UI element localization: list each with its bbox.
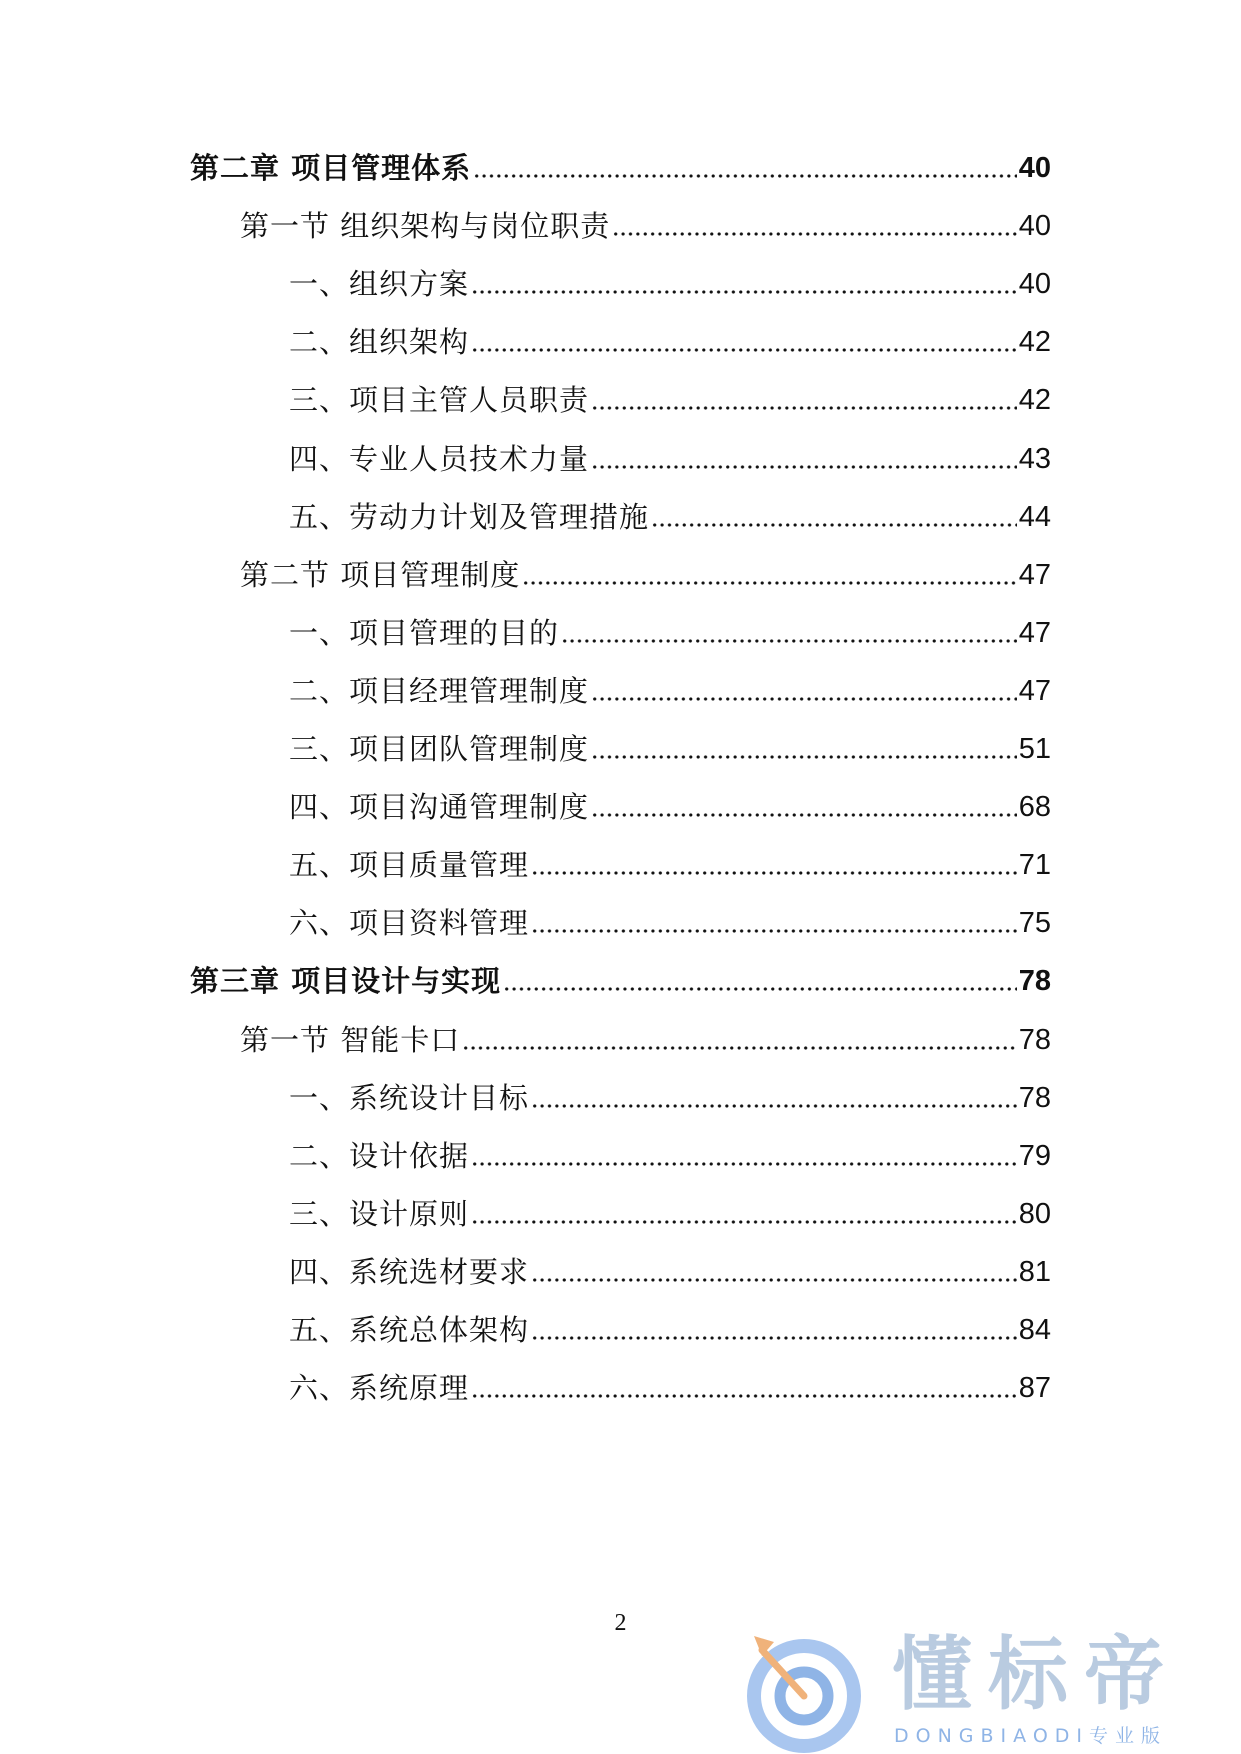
toc-entry-title: 四、专业人员技术力量 [289, 442, 590, 476]
toc-dot-leader [531, 928, 1017, 934]
toc-dot-leader [462, 1045, 1017, 1051]
toc-dot-leader [503, 986, 1017, 992]
toc-dot-leader [591, 696, 1017, 702]
toc-dot-leader [531, 1103, 1017, 1109]
toc-entry-page: 43 [1018, 443, 1051, 475]
toc-entry-page: 40 [1018, 210, 1051, 242]
toc-entry[interactable] [240, 1018, 1051, 1062]
toc-entry[interactable] [289, 1366, 1051, 1410]
toc-entry-page: 47 [1018, 617, 1051, 649]
toc-entry-title: 三、项目主管人员职责 [289, 383, 590, 417]
toc-dot-leader [471, 1393, 1017, 1399]
toc-entry[interactable] [289, 1076, 1051, 1120]
toc-entry-page: 78 [1018, 965, 1051, 997]
toc-dot-leader [531, 1277, 1017, 1283]
toc-entry-title: 第一节 智能卡口 [240, 1023, 461, 1057]
toc-entry-page: 75 [1018, 907, 1051, 939]
toc-entry[interactable] [289, 727, 1051, 771]
watermark-brand: 懂标帝 [892, 1628, 1180, 1721]
toc-entry-page: 79 [1018, 1140, 1051, 1172]
toc-entry-title: 第一节 组织架构与岗位职责 [240, 209, 611, 243]
toc-entry-title: 第二节 项目管理制度 [240, 558, 521, 592]
toc-entry-title: 三、项目团队管理制度 [289, 732, 590, 766]
toc-entry-title: 四、系统选材要求 [289, 1255, 530, 1289]
toc-dot-leader [471, 1161, 1017, 1167]
toc-entry[interactable] [240, 553, 1051, 597]
toc-entry-title: 一、组织方案 [289, 267, 470, 301]
page-number: 2 [614, 1610, 627, 1636]
toc-dot-leader [591, 405, 1017, 411]
toc-entry[interactable] [289, 1192, 1051, 1236]
toc-entry[interactable] [289, 843, 1051, 887]
toc-dot-leader [473, 173, 1017, 179]
toc-entry-title: 一、系统设计目标 [289, 1081, 530, 1115]
toc-entry[interactable] [289, 1250, 1051, 1294]
toc-entry-title: 一、项目管理的目的 [289, 616, 560, 650]
toc-dot-leader [522, 580, 1017, 586]
toc-entry-page: 87 [1018, 1372, 1051, 1404]
toc-entry-title: 第三章 项目设计与实现 [190, 964, 502, 998]
toc-entry-title: 第二章 项目管理体系 [190, 151, 472, 185]
toc-entry-page: 68 [1018, 791, 1051, 823]
toc-entry-title: 三、设计原则 [289, 1197, 470, 1231]
toc-dot-leader [651, 522, 1017, 528]
toc-dot-leader [591, 754, 1017, 760]
toc-dot-leader [561, 638, 1017, 644]
toc-entry-title: 五、项目质量管理 [289, 848, 530, 882]
toc-entry-page: 40 [1018, 152, 1051, 184]
toc-dot-leader [612, 231, 1017, 237]
toc-dot-leader [471, 1219, 1017, 1225]
toc-entry[interactable] [289, 785, 1051, 829]
toc-entry-title: 二、项目经理管理制度 [289, 674, 590, 708]
toc-entry[interactable] [289, 901, 1051, 945]
toc-entry-page: 40 [1018, 268, 1051, 300]
toc-entry-title: 六、项目资料管理 [289, 906, 530, 940]
toc-entry[interactable] [289, 669, 1051, 713]
toc-entry-page: 42 [1018, 326, 1051, 358]
toc-entry[interactable] [289, 320, 1051, 364]
toc-entry-page: 78 [1018, 1024, 1051, 1056]
toc-entry-page: 42 [1018, 384, 1051, 416]
toc-entry-page: 44 [1018, 501, 1051, 533]
toc-entry-title: 四、项目沟通管理制度 [289, 790, 590, 824]
toc-entry-page: 84 [1018, 1314, 1051, 1346]
toc-entry[interactable] [289, 611, 1051, 655]
toc-entry-title: 二、组织架构 [289, 325, 470, 359]
toc-entry-title: 二、设计依据 [289, 1139, 470, 1173]
toc-entry[interactable] [289, 1308, 1051, 1352]
toc-entry[interactable] [190, 959, 1051, 1003]
toc-dot-leader [591, 464, 1017, 470]
toc-entry-page: 51 [1018, 733, 1051, 765]
target-arrow-logo-icon [740, 1620, 872, 1754]
toc-entry[interactable] [240, 204, 1051, 248]
toc-entry-title: 五、劳动力计划及管理措施 [289, 500, 650, 534]
toc-entry-title: 五、系统总体架构 [289, 1313, 530, 1347]
toc-entry-page: 81 [1018, 1256, 1051, 1288]
toc-entry-page: 80 [1018, 1198, 1051, 1230]
toc-dot-leader [531, 870, 1017, 876]
toc-entry-page: 47 [1018, 675, 1051, 707]
toc-dot-leader [471, 347, 1017, 353]
toc-dot-leader [591, 812, 1017, 818]
toc-entry-title: 六、系统原理 [289, 1371, 470, 1405]
toc-entry-page: 71 [1018, 849, 1051, 881]
watermark-subtitle: DONGBIAODI专业版 [894, 1725, 1168, 1747]
toc-entry-page: 78 [1018, 1082, 1051, 1114]
toc-entry[interactable] [190, 146, 1051, 190]
toc-entry[interactable] [289, 262, 1051, 306]
toc-entry-page: 47 [1018, 559, 1051, 591]
toc-entry[interactable] [289, 378, 1051, 422]
toc-entry[interactable] [289, 495, 1051, 539]
toc-dot-leader [471, 289, 1017, 295]
watermark [740, 1620, 1220, 1754]
toc-entry[interactable] [289, 437, 1051, 481]
toc-entry[interactable] [289, 1134, 1051, 1178]
toc-dot-leader [531, 1335, 1017, 1341]
